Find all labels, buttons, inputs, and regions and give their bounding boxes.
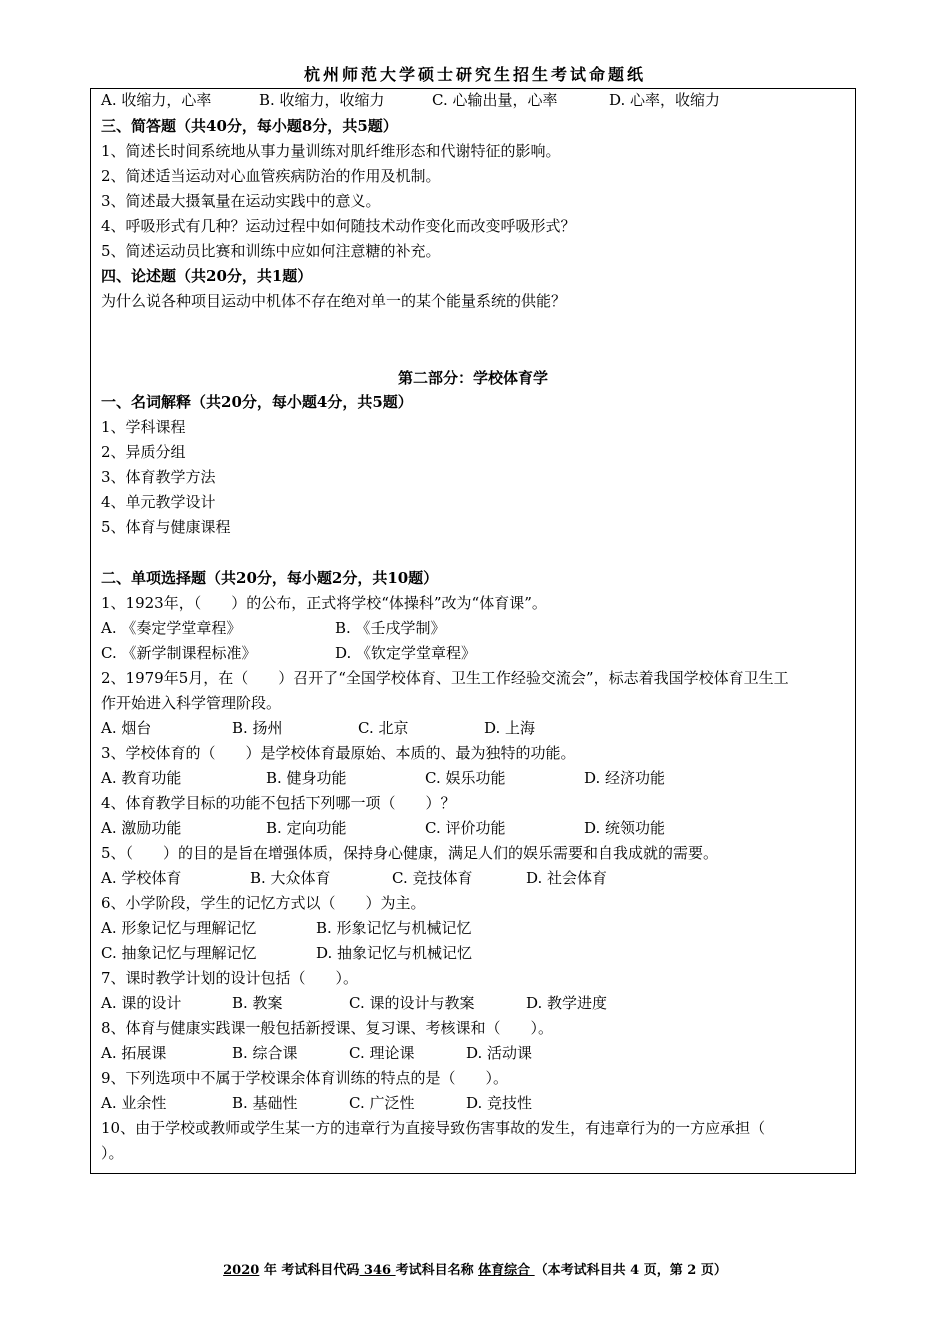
term-item: 2、异质分组 [101, 443, 186, 461]
page-count: （本考试科目共 4 页，第 2 页） [534, 1263, 727, 1278]
option: A. 烟台 [101, 719, 152, 737]
subject-name: 体育综合 [478, 1263, 535, 1278]
option: A. 拓展课 [101, 1044, 167, 1062]
option-row [101, 918, 472, 938]
option-row [101, 818, 665, 838]
footer-text: 考试科目名称 [395, 1263, 479, 1278]
option: B. 形象记忆与机械记忆 [316, 919, 472, 937]
option: D. 社会体育 [526, 869, 608, 887]
option: D. 《钦定学堂章程》 [335, 644, 477, 662]
option: B. 扬州 [232, 719, 283, 737]
option-row [101, 943, 472, 963]
page-footer [0, 1259, 950, 1278]
question: 9、下列选项中不属于学校课余体育训练的特点的是（ ）。 [101, 1069, 509, 1087]
option: C. 竞技体育 [392, 869, 473, 887]
option: B. 收缩力，收缩力 [259, 91, 385, 109]
option: D. 抽象记忆与机械记忆 [316, 944, 473, 962]
option: C. 心输出量，心率 [432, 91, 558, 109]
option: C. 课的设计与教案 [349, 994, 475, 1012]
option: D. 教学进度 [526, 994, 608, 1012]
question: 3、简述最大摄氧量在运动实践中的意义。 [101, 192, 381, 210]
question: 2、1979年5月，在（ ）召开了“全国学校体育、卫生工作经验交流会”，标志着我国学校体育卫生工 [101, 669, 789, 687]
option: A. 《奏定学堂章程》 [101, 619, 242, 637]
question: 4、体育教学目标的功能不包括下列哪一项（ ）？ [101, 794, 456, 812]
option: A. 激励功能 [101, 819, 182, 837]
option: C. 娱乐功能 [425, 769, 506, 787]
question: 5、（ ）的目的是旨在增强体质，保持身心健康，满足人们的娱乐需要和自我成就的需要。 [101, 844, 719, 862]
option: B. 大众体育 [250, 869, 331, 887]
option: D. 上海 [484, 719, 536, 737]
term-item: 5、体育与健康课程 [101, 518, 231, 536]
section-heading: 一、名词解释（共20分，每小题4分，共5题） [101, 393, 413, 411]
option: A. 收缩力，心率 [101, 91, 212, 109]
option: C. 北京 [358, 719, 409, 737]
option-row [101, 618, 446, 638]
option: C. 《新学制课程标准》 [101, 644, 257, 662]
question: 1、简述长时间系统地从事力量训练对肌纤维形态和代谢特征的影响。 [101, 142, 561, 160]
option: B. 综合课 [232, 1044, 298, 1062]
term-item: 1、学科课程 [101, 418, 186, 436]
question: 4、呼吸形式有几种？运动过程中如何随技术动作变化而改变呼吸形式？ [101, 217, 576, 235]
option: B. 教案 [232, 994, 283, 1012]
option: C. 评价功能 [425, 819, 506, 837]
term-item: 3、体育教学方法 [101, 468, 216, 486]
section-heading: 四、论述题（共20分，共1题） [101, 267, 313, 285]
option-row [101, 868, 607, 888]
footer-text: 年 考试科目代码 [259, 1263, 360, 1278]
term-item: 4、单元教学设计 [101, 493, 216, 511]
option-row [101, 768, 665, 788]
question: 10、由于学校或教师或学生某一方的违章行为直接导致伤害事故的发生，有违章行为的一方应承担（ [101, 1119, 766, 1137]
option-row [101, 1043, 532, 1063]
option: D. 活动课 [466, 1044, 533, 1062]
option: B. 定向功能 [266, 819, 347, 837]
option-row [101, 718, 535, 738]
option: D. 经济功能 [584, 769, 666, 787]
option-row [101, 1093, 532, 1113]
question: 6、小学阶段，学生的记忆方式以（ ）为主。 [101, 894, 426, 912]
option: A. 教育功能 [101, 769, 182, 787]
option-row [101, 993, 607, 1013]
option: B. 健身功能 [266, 769, 347, 787]
option: D. 统领功能 [584, 819, 666, 837]
question-continued: 作开始进入科学管理阶段。 [101, 694, 282, 712]
question: 3、学校体育的（ ）是学校体育最原始、本质的、最为独特的功能。 [101, 744, 576, 762]
question: 2、简述适当运动对心血管疾病防治的作用及机制。 [101, 167, 441, 185]
option: D. 竞技性 [466, 1094, 533, 1112]
option-row [101, 643, 476, 663]
option: A. 形象记忆与理解记忆 [101, 919, 257, 937]
option: B. 基础性 [232, 1094, 298, 1112]
option: D. 心率，收缩力 [609, 91, 721, 109]
page-title: 杭州师范大学硕士研究生招生考试命题纸 [303, 65, 646, 84]
subject-code: 346 [359, 1263, 396, 1278]
option: C. 理论课 [349, 1044, 415, 1062]
question: 为什么说各种项目运动中机体不存在绝对单一的某个能量系统的供能？ [101, 292, 567, 310]
option: C. 抽象记忆与理解记忆 [101, 944, 257, 962]
question: 5、简述运动员比赛和训练中应如何注意糖的补充。 [101, 242, 441, 260]
option: C. 广泛性 [349, 1094, 415, 1112]
part-title: 第二部分：学校体育学 [397, 369, 548, 387]
option: A. 业余性 [101, 1094, 167, 1112]
option: B. 《壬戌学制》 [335, 619, 446, 637]
option: A. 学校体育 [101, 869, 182, 887]
section-heading: 三、简答题（共40分，每小题8分，共5题） [101, 117, 398, 135]
question-continued: ）。 [101, 1144, 124, 1162]
question: 1、1923年，（ ）的公布，正式将学校“体操科”改为“体育课”。 [101, 594, 547, 612]
question: 7、课时教学计划的设计包括（ ）。 [101, 969, 359, 987]
option: A. 课的设计 [101, 994, 182, 1012]
section-heading: 二、单项选择题（共20分，每小题2分，共10题） [101, 569, 439, 587]
question: 8、体育与健康实践课一般包括新授课、复习课、考核课和（ ）。 [101, 1019, 554, 1037]
option-row [101, 90, 720, 110]
exam-year: 2020 [223, 1263, 260, 1278]
